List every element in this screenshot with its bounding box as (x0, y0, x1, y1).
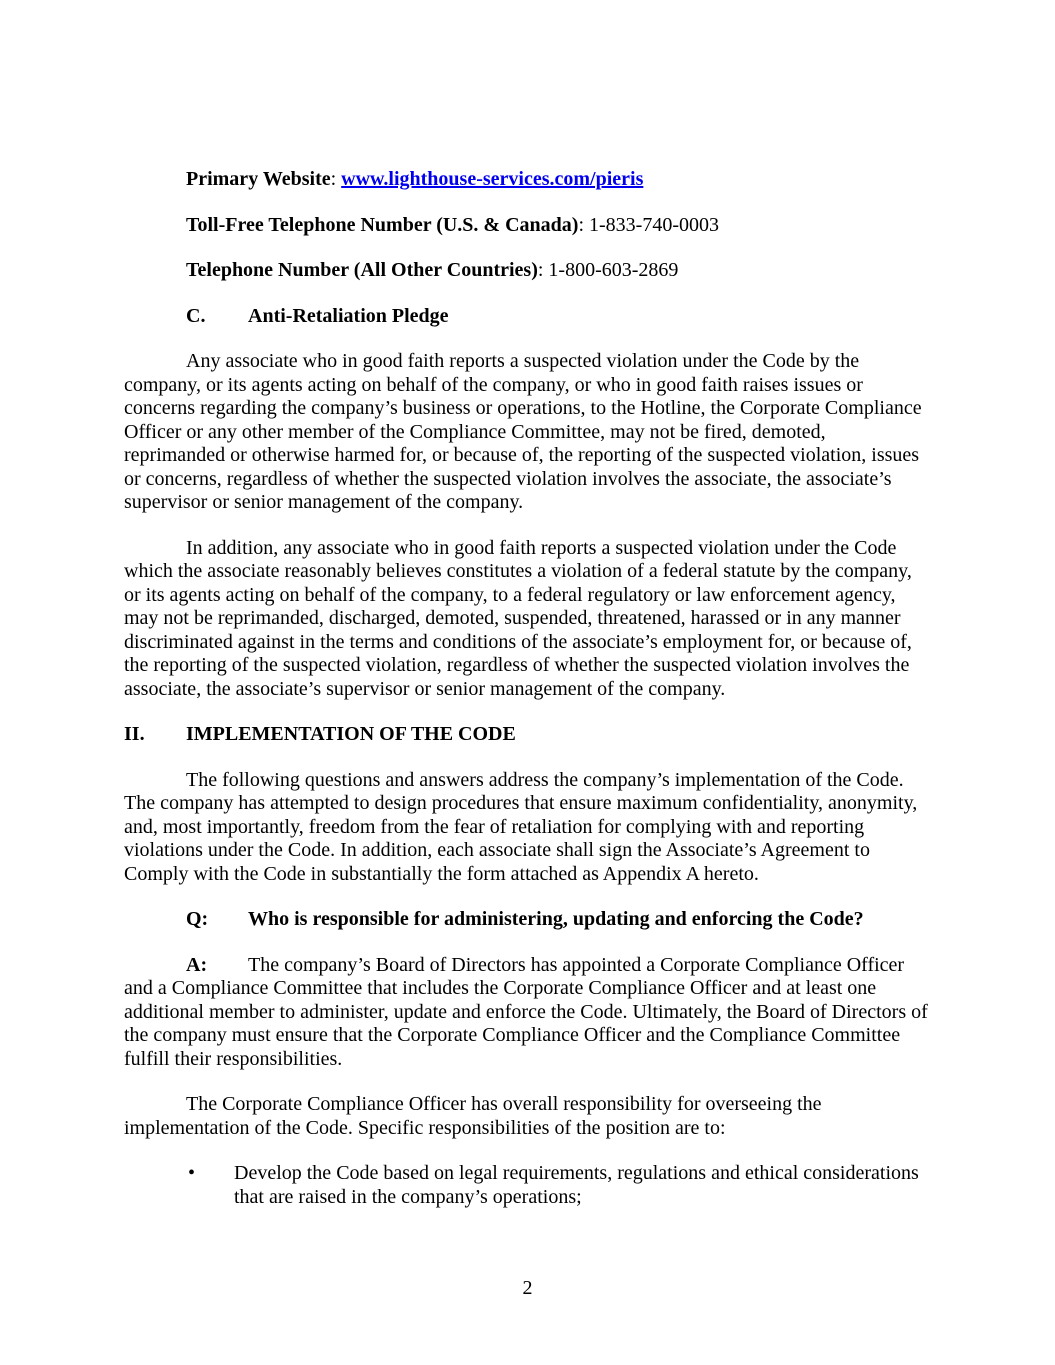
section-ii-heading (124, 723, 931, 747)
paragraph-implementation-intro: The following questions and answers address the company’s implementation of the Code. The company has attempted to design procedures that ensure maximum confidentiality, anonymity, and, most importantly, freedom from the fear of retaliation for complying with and reporting violations under the Code. In addition, each associate shall sign the Associate’s Agreement to Comply with the Code in substantially the form attached as Appendix A hereto. (124, 768, 918, 885)
section-c-title: Anti-Retaliation Pledge (248, 304, 449, 327)
answer-paragraph (124, 954, 931, 1072)
question-label: Q: (186, 908, 209, 930)
answer-label: A: (186, 953, 208, 976)
question-line (124, 908, 931, 932)
section-ii-title: IMPLEMENTATION OF THE CODE (186, 723, 516, 745)
website-link[interactable]: www.lighthouse-services.com/pieris (341, 168, 644, 190)
paragraph-cco-responsibilities: The Corporate Compliance Officer has overall responsibility for overseeing the implementation of the Code. Specific responsibilities of the position are to: (124, 1093, 822, 1139)
bullet-icon: • (188, 1162, 196, 1184)
paragraph-anti-retaliation-2: In addition, any associate who in good faith reports a suspected violation under the Code which the associate reasonably believes constitutes a violation of a federal statute by the company, or its agents acting on behalf of the company, to a federal regulatory or law enforcement agency, may not be reprimanded, discharged, demoted, suspended, threatened, harassed or in any manner discriminated against in the terms and conditions of the associate’s employment for, or because of, the reporting of the suspected violation, regardless of whether the suspected violation involves the associate, the associate’s supervisor or senior management of the company. (124, 536, 912, 700)
question-text: Who is responsible for administering, updating and enforcing the Code? (248, 908, 864, 930)
contact-line-international (124, 259, 931, 283)
section-c-heading (124, 305, 931, 329)
bullet-list-item (124, 1162, 931, 1209)
intl-label: Telephone Number (All Other Countries) (186, 259, 538, 281)
document-content (124, 168, 931, 1231)
intl-number: : 1-800-603-2869 (537, 259, 679, 281)
answer-text: The company’s Board of Directors has appointed a Corporate Compliance Officer and a Compliance Committee that includes the Corporate Compliance Officer and at least one additional member to administer, update and enforce the Code. Ultimately, the Board of Directors of the company must ensure that the Corporate Compliance Officer and the Compliance Committee fulfill their responsibilities. (124, 953, 928, 1070)
section-c-number: C. (186, 304, 206, 327)
contact-line-website (124, 168, 931, 192)
section-ii-number: II. (124, 723, 145, 745)
website-separator: : (330, 168, 342, 190)
bullet-text: Develop the Code based on legal requirements, regulations and ethical considerations that are raised in the company’s operations; (234, 1162, 919, 1208)
website-label: Primary Website (186, 168, 331, 190)
paragraph-anti-retaliation-1: Any associate who in good faith reports a suspected violation under the Code by the company, or its agents acting on behalf of the company, or who in good faith raises issues or concerns regarding the company’s business or operations, to the Hotline, the Corporate Compliance Officer or any other member of the Compliance Committee, may not be fired, demoted, reprimanded or otherwise harmed for, or because of, the reporting of the suspected violation, issues or concerns, regardless of whether the suspected violation involves the associate, the associate’s supervisor or senior management of the company. (124, 350, 922, 513)
page-number: 2 (522, 1277, 533, 1299)
contact-line-tollfree (124, 214, 931, 238)
tollfree-number: : 1-833-740-0003 (578, 213, 719, 236)
tollfree-label: Toll-Free Telephone Number (U.S. & Canada) (186, 213, 579, 236)
